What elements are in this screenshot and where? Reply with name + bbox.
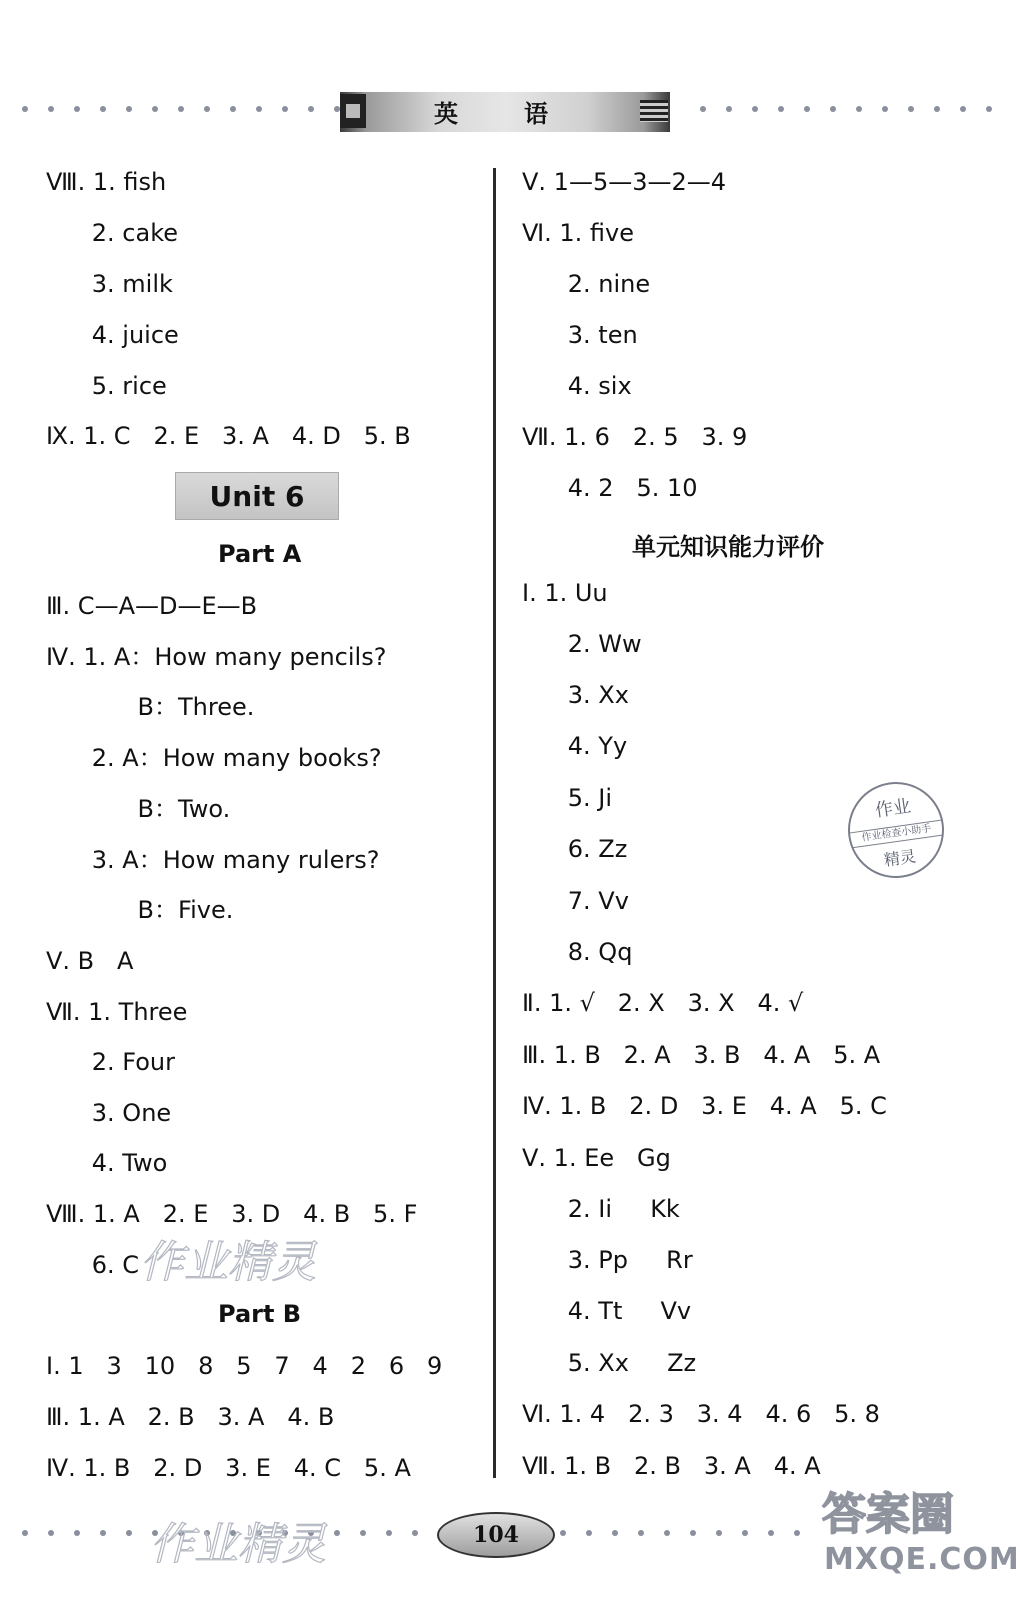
answer-line: B：Two.: [46, 795, 231, 823]
answer-line: 8. Qq: [522, 938, 633, 966]
answer-line: 2. Ww: [522, 630, 642, 658]
book-icon: [340, 94, 366, 128]
answer-line: B：Five.: [46, 896, 234, 924]
answer-line: 4. Yy: [522, 732, 628, 760]
answer-line: 2. Four: [46, 1048, 176, 1076]
stamp-seal: [842, 776, 950, 884]
answer-line: 3. One: [46, 1099, 172, 1127]
answer-line: Ⅶ. 1. 6 2. 5 3. 9: [522, 423, 748, 451]
header-banner: [340, 92, 670, 132]
answer-line: 4. juice: [46, 321, 179, 349]
answer-line: Ⅰ. 1. Uu: [522, 579, 608, 607]
answer-line: 6. Zz: [522, 835, 628, 863]
part-a-title: Part A: [218, 540, 302, 568]
answer-line: Ⅷ. 1. A 2. E 3. D 4. B 5. F: [46, 1200, 418, 1228]
header-dots-left: [22, 106, 392, 116]
answer-line: 3. A：How many rulers?: [46, 846, 380, 874]
subject-char-1: 英: [434, 100, 458, 128]
answer-line: Ⅲ. 1. B 2. A 3. B 4. A 5. A: [522, 1041, 881, 1069]
answer-line: Ⅶ. 1. B 2. B 3. A 4. A: [522, 1452, 821, 1480]
answer-line: 4. Tt Vv: [522, 1297, 692, 1325]
section-title: 单元知识能力评价: [632, 533, 824, 561]
answer-line: Ⅴ. 1. Ee Gg: [522, 1144, 671, 1172]
column-divider: [493, 168, 496, 1478]
answer-line: 2. Ii Kk: [522, 1195, 680, 1223]
answer-line: 6. C: [46, 1251, 140, 1279]
answer-line: 5. Xx Zz: [522, 1349, 697, 1377]
page-number: 104: [437, 1512, 555, 1558]
answer-line: Ⅵ. 1. five: [522, 219, 635, 247]
stamp-bottom-text: 精灵: [882, 846, 918, 870]
answer-line: 5. Ji: [522, 784, 613, 812]
answer-line: 3. Xx: [522, 681, 629, 709]
answer-line: Ⅲ. 1. A 2. B 3. A 4. B: [46, 1403, 335, 1431]
answer-line: 3. Pp Rr: [522, 1246, 693, 1274]
answer-line: Ⅴ. B A: [46, 947, 134, 975]
corner-logo-text: 答案圈: [822, 1489, 954, 1540]
footer-watermark: 作业精灵: [150, 1519, 326, 1570]
answer-line: 2. nine: [522, 270, 651, 298]
answer-line: Ⅳ. 1. A：How many pencils?: [46, 643, 387, 671]
answer-line: 4. Two: [46, 1149, 168, 1177]
stamp-middle-text: 作业检查小助手: [850, 820, 943, 849]
header-dots-right: [700, 106, 992, 116]
answer-line: Ⅲ. C—A—D—E—B: [46, 592, 258, 620]
answer-line: Ⅴ. 1—5—3—2—4: [522, 168, 727, 196]
corner-logo-url: MXQE.COM: [824, 1542, 1020, 1577]
answer-line: Ⅰ. 1 3 10 8 5 7 4 2 6 9: [46, 1352, 443, 1380]
answer-line: Ⅶ. 1. Three: [46, 998, 188, 1026]
answer-line: 4. 2 5. 10: [522, 474, 698, 502]
answer-line: 4. six: [522, 372, 632, 400]
corner-logo: [822, 1478, 1020, 1588]
stamp-top-text: 作业: [873, 795, 913, 822]
answer-line: 2. A：How many books?: [46, 744, 382, 772]
answer-line: 3. milk: [46, 270, 173, 298]
answer-line: Ⅳ. 1. B 2. D 3. E 4. C 5. A: [46, 1454, 411, 1482]
answer-line: 7. Vv: [522, 887, 629, 915]
answer-line: Ⅷ. 1. fish: [46, 168, 167, 196]
part-b-title: Part B: [218, 1300, 302, 1328]
answer-line: Ⅱ. 1. √ 2. X 3. X 4. √: [522, 989, 804, 1017]
lines-icon: [640, 100, 668, 122]
answer-line: 2. cake: [46, 219, 179, 247]
subject-char-2: 语: [524, 100, 548, 128]
answer-line: 5. rice: [46, 372, 167, 400]
unit-title: Unit 6: [175, 472, 339, 520]
answer-line: B：Three.: [46, 693, 255, 721]
footer-dots-right: [560, 1530, 800, 1540]
answer-line: Ⅸ. 1. C 2. E 3. A 4. D 5. B: [46, 422, 411, 450]
answer-line: Ⅳ. 1. B 2. D 3. E 4. A 5. C: [522, 1092, 887, 1120]
watermark: 作业精灵: [140, 1237, 316, 1288]
answer-line: 3. ten: [522, 321, 638, 349]
answer-line: Ⅵ. 1. 4 2. 3 3. 4 4. 6 5. 8: [522, 1400, 880, 1428]
